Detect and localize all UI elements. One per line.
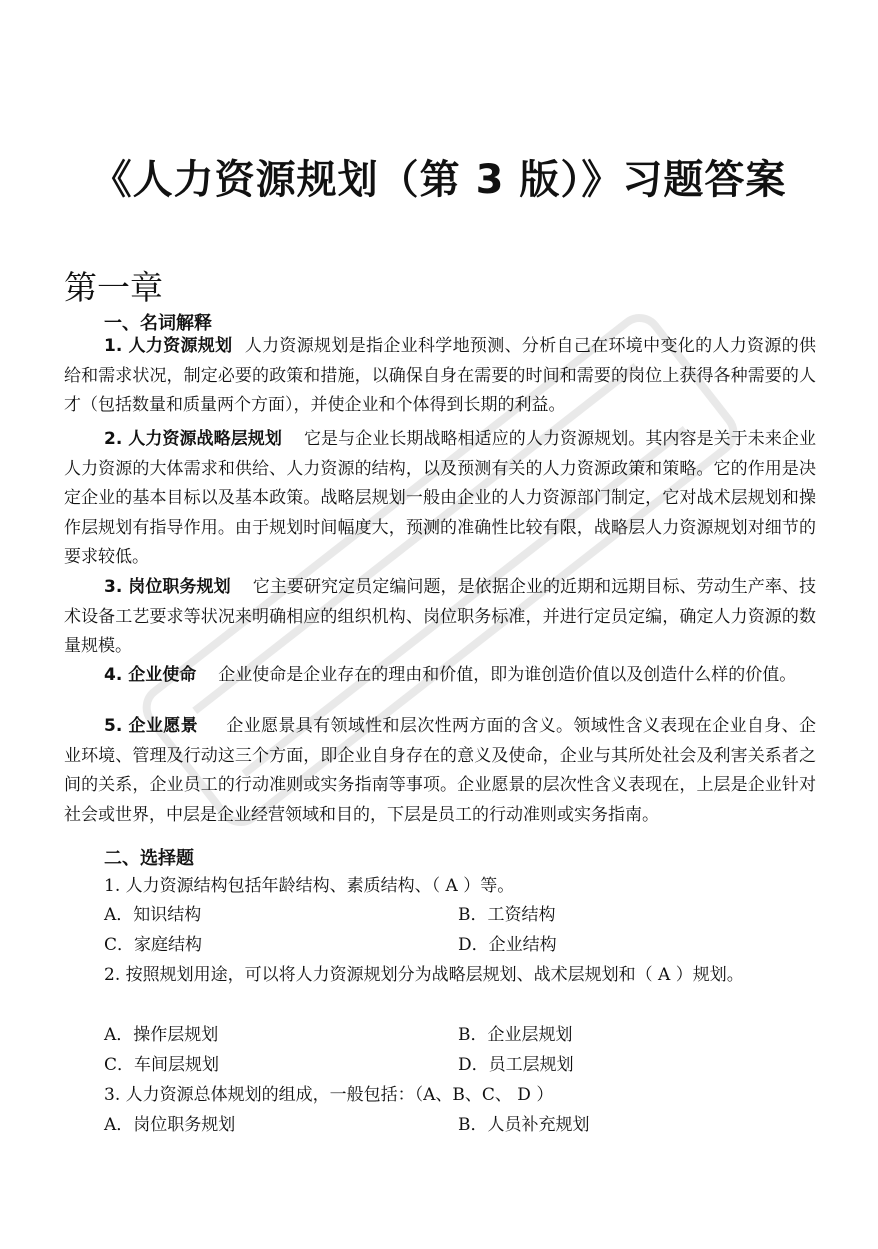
term-paragraph	[64, 332, 816, 421]
option-item: C．车间层规划	[104, 1055, 220, 1075]
term-label: 2. 人力资源战略层规划	[104, 429, 282, 449]
option-item: A．知识结构	[104, 905, 202, 925]
option-item: D．企业结构	[458, 935, 557, 955]
term-definition: 它主要研究定员定编问题，是依据企业的近期和远期目标、劳动生产率、技术设备工艺要求等状况来明确相应的组织机构、岗位职务标准，并进行定员定编，确定人力资源的数量规模。	[64, 577, 816, 656]
option-item: A．操作层规划	[104, 1025, 219, 1045]
term-paragraph	[64, 712, 816, 830]
term-label: 1. 人力资源规划	[104, 336, 233, 356]
term-definition: 它是与企业长期战略相适应的人力资源规划。其内容是关于未来企业人力资源的大体需求和供给、人力资源的结构，以及预测有关的人力资源政策和策略。它的作用是决定企业的基本目标以及基本政策。战略层规划一般由企业的人力资源部门制定，它对战术层规划和操作层规划有指导作用。由于规划时间幅度大，预测的准确性比较有限，战略层人力资源规划对细节的要求较低。	[64, 429, 816, 567]
term-paragraph	[64, 425, 816, 573]
option-item: C．家庭结构	[104, 935, 203, 955]
term-label: 4. 企业使命	[104, 665, 197, 685]
option-item: B．人员补充规划	[458, 1115, 590, 1135]
question-stem: 3. 人力资源总体规划的组成，一般包括：（A、B、C、 D ）	[104, 1085, 554, 1105]
term-definition: 企业愿景具有领域性和层次性两方面的含义。领域性含义表现在企业自身、企业环境、管理及行动这三个方面，即企业自身存在的意义及使命，企业与其所处社会及利害关系者之间的关系，企业员工的行动准则或实务指南等事项。企业愿景的层次性含义表现在，上层是企业针对社会或世界，中层是企业经营领域和目的，下层是员工的行动准则或实务指南。	[64, 716, 816, 825]
term-label: 3. 岗位职务规划	[104, 577, 231, 597]
option-item: B．企业层规划	[458, 1025, 573, 1045]
section-heading-definitions: 一、名词解释	[104, 313, 212, 334]
term-definition: 企业使命是企业存在的理由和价值，即为谁创造价值以及创造什么样的价值。	[218, 665, 797, 685]
option-item: A．岗位职务规划	[104, 1115, 236, 1135]
document-title: 《人力资源规划（第 3 版）》习题答案	[91, 157, 787, 203]
term-label: 5. 企业愿景	[104, 716, 198, 736]
term-paragraph	[64, 661, 816, 691]
option-item: D．员工层规划	[458, 1055, 574, 1075]
section-heading-choice: 二、选择题	[104, 848, 194, 869]
option-item: B．工资结构	[458, 905, 556, 925]
question-stem: 2. 按照规划用途，可以将人力资源规划分为战略层规划、战术层规划和（ A ）规划。	[104, 965, 744, 985]
term-definition: 人力资源规划是指企业科学地预测、分析自己在环境中变化的人力资源的供给和需求状况，制定必要的政策和措施，以确保自身在需要的时间和需要的岗位上获得各种需要的人才（包括数量和质量两个方面），并使企业和个体得到长期的利益。	[64, 336, 816, 415]
chapter-heading: 第一章	[64, 268, 163, 307]
term-paragraph	[64, 573, 816, 662]
question-stem: 1. 人力资源结构包括年龄结构、素质结构、（ A ）等。	[104, 876, 515, 896]
